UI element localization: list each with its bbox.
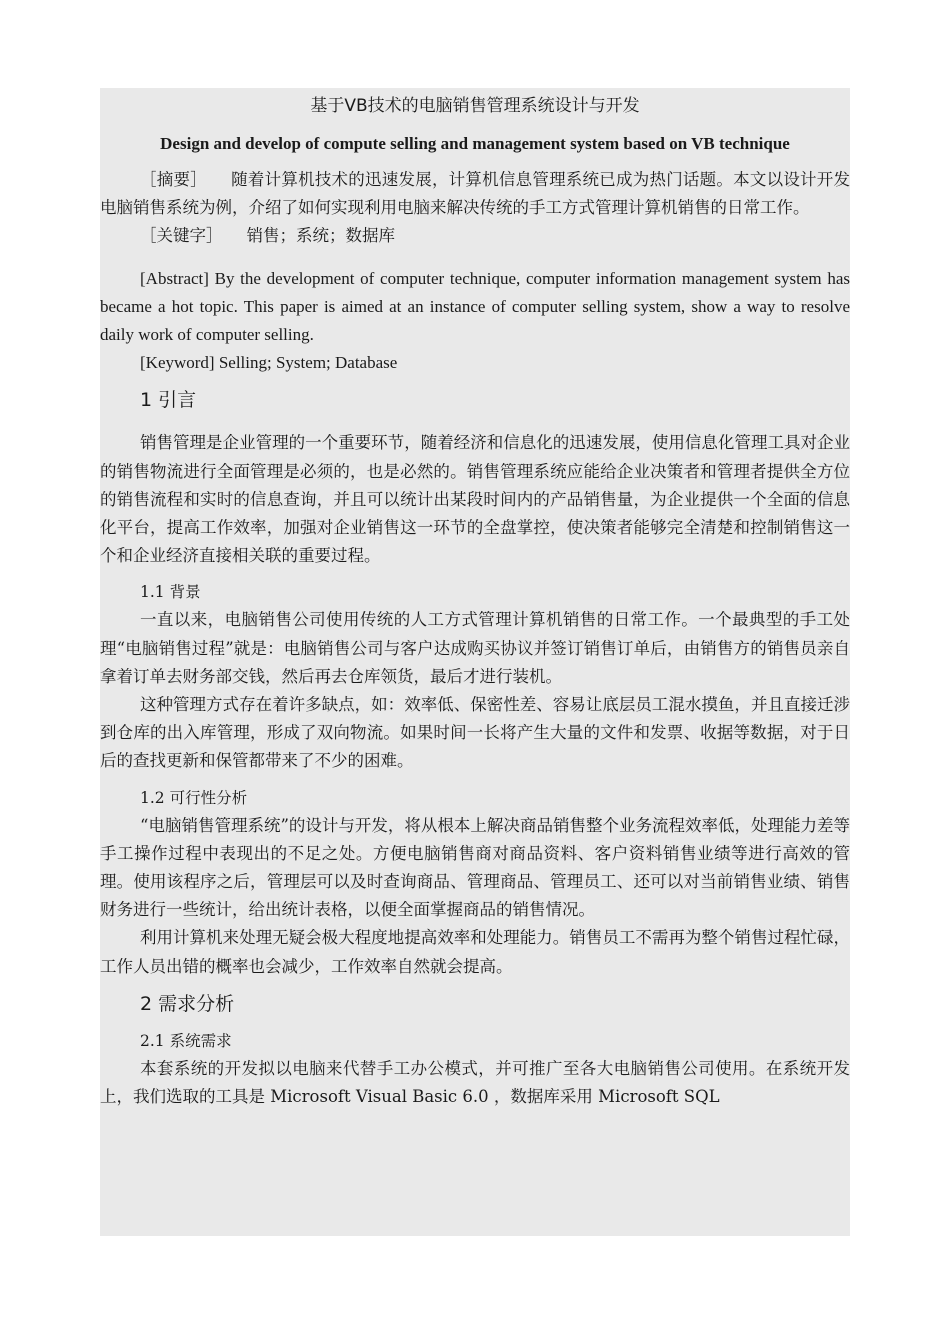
section-1-1-heading: 1.1 背景	[140, 583, 201, 602]
keywords-english: [Keyword] Selling; System; Database	[140, 353, 398, 373]
title-english: Design and develop of compute selling and management system based on VB technique	[160, 134, 790, 153]
section-2-heading: 2 需求分析	[140, 992, 235, 1015]
section-1-2-paragraph-2: 利用计算机来处理无疑会极大程度地提高效率和处理能力。销售员工不需再为整个销售过程忙碌，工作人员出错的概率也会减少，工作效率自然就会提高。	[100, 928, 850, 976]
document-page	[100, 88, 850, 1236]
abstract-cn-label: ［摘要］	[140, 170, 207, 189]
section-1-paragraph: 销售管理是企业管理的一个重要环节，随着经济和信息化的迅速发展，使用信息化管理工具对企业的销售物流进行全面管理是必须的，也是必然的。销售管理系统应能给企业决策者和管理者提供全方位的销售流程和实时的信息查询，并且可以统计出某段时间内的产品销售量，为企业提供一个全面的信息化平台，提高工作效率，加强对企业销售这一环节的全盘掌控，使决策者能够完全清楚和控制销售这一个和企业经济直接相关联的重要过程。	[100, 433, 850, 566]
keywords-cn-label: ［关键字］	[140, 226, 223, 246]
section-1-1-paragraph-1: 一直以来，电脑销售公司使用传统的人工方式管理计算机销售的日常工作。一个最典型的手工处理“电脑销售过程”就是：电脑销售公司与客户达成购买协议并签订销售订单后，由销售方的销售员亲自拿着订单去财务部交钱，然后再去仓库领货，最后才进行装机。	[100, 610, 850, 686]
section-1-2-paragraph-1: “电脑销售管理系统”的设计与开发，将从根本上解决商品销售整个业务流程效率低，处理能力差等手工操作过程中表现出的不足之处。方便电脑销售商对商品资料、客户资料销售业绩等进行高效的管理。使用该程序之后，管理层可以及时查询商品、管理商品、管理员工、还可以对当前销售业绩、销售财务进行一些统计，给出统计表格，以便全面掌握商品的销售情况。	[100, 815, 850, 920]
title-chinese: 基于VB技术的电脑销售管理系统设计与开发	[310, 96, 640, 116]
section-1-2-heading: 1.2 可行性分析	[140, 788, 248, 807]
keywords-cn-text: 销售；系统；数据库	[246, 226, 395, 246]
abstract-english: [Abstract] By the development of computer technique, computer information management system has became a hot topic. This paper is aimed at an instance of computer selling system, show a way to resolve daily work of computer selling.	[100, 268, 850, 345]
section-1-1-paragraph-2: 这种管理方式存在着许多缺点，如：效率低、保密性差、容易让底层员工混水摸鱼，并且直接迁涉到仓库的出入库管理，形成了双向物流。如果时间一长将产生大量的文件和发票、收据等数据，对于日后的查找更新和保管都带来了不少的困难。	[100, 695, 850, 771]
section-2-1-heading: 2.1 系统需求	[140, 1031, 232, 1050]
section-1-heading: 1 引言	[140, 389, 197, 412]
abstract-cn-text: 随着计算机技术的迅速发展，计算机信息管理系统已成为热门话题。本文以设计开发电脑销售系统为例，介绍了如何实现利用电脑来解决传统的手工方式管理计算机销售的日常工作。	[100, 170, 850, 218]
section-2-1-paragraph: 本套系统的开发拟以电脑来代替手工办公模式，并可推广至各大电脑销售公司使用。在系统开发上，我们选取的工具是 Microsoft Visual Basic 6.0 ，数据库采用 Microsoft SQL	[100, 1058, 850, 1107]
keywords-chinese	[100, 222, 850, 250]
abstract-chinese	[100, 166, 850, 222]
